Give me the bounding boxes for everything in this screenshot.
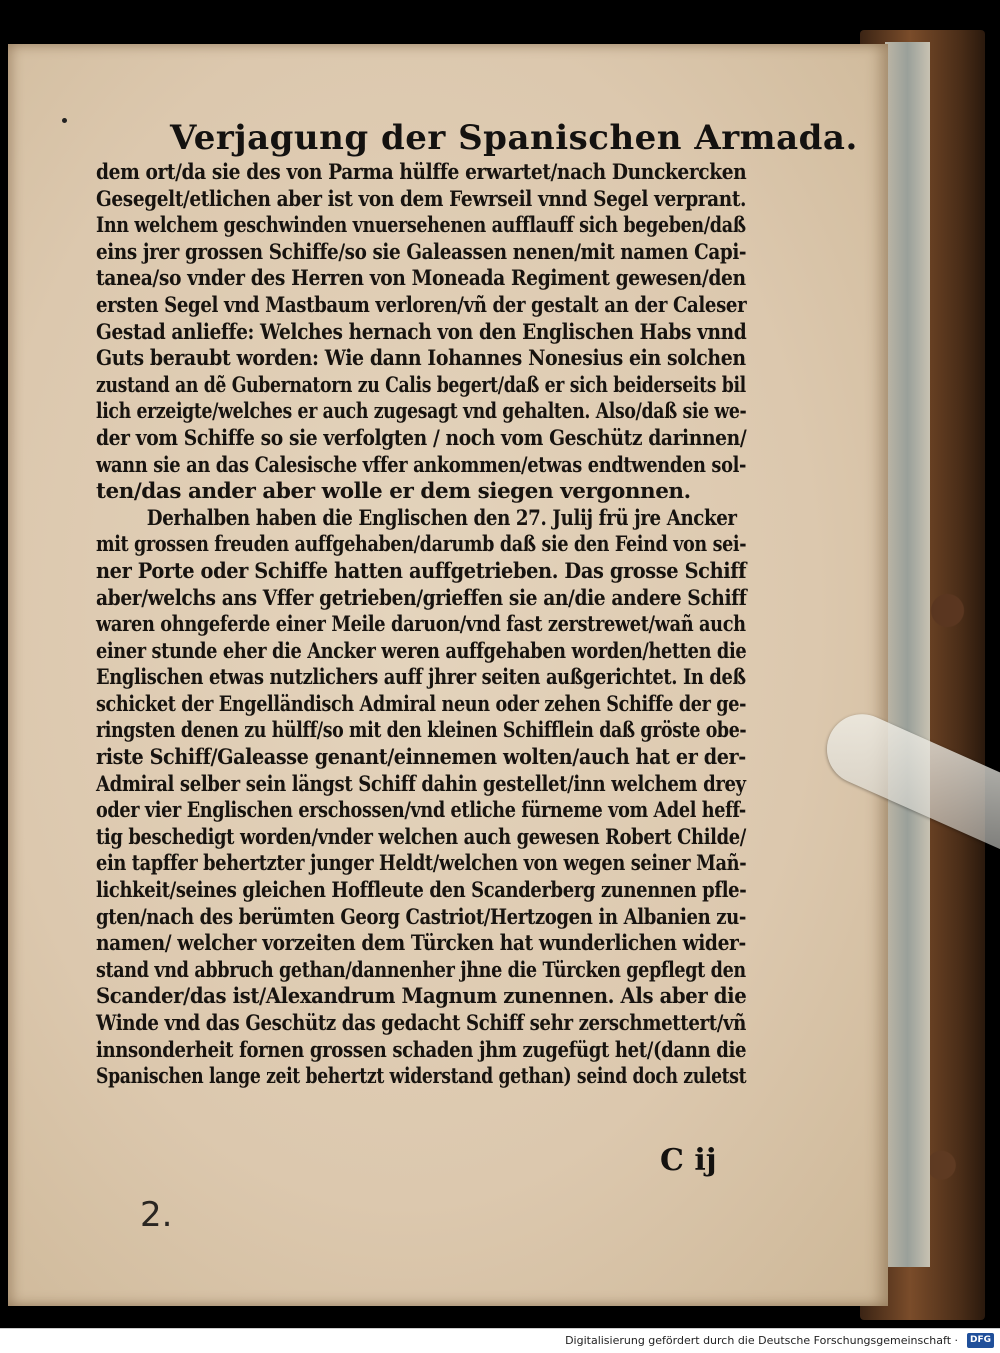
text-line: tanea/so vnder des Herren von Moneada Regiment gewesen/den [96,266,746,292]
text-line: ersten Segel vnd Mastbaum verloren/vñ der gestalt an der Caleser [96,292,747,318]
text-line: waren ohngeferde einer Meile daruon/vnd fast zerstrewet/wañ auch [96,612,746,638]
text-line: schicket der Engelländisch Admiral neun oder zehen Schiffe der ge- [96,691,747,717]
text-line: einer stunde eher die Ancker weren auffgehaben worden/hetten die [96,638,747,664]
page-header: Verjagung der Spanischen Armada. [170,118,858,158]
text-line: riste Schiff/Galeasse genant/einnemen wolten/auch hat er der- [96,745,746,771]
text-line: gten/nach des berümten Georg Castriot/Hertzogen in Albanien zu- [96,904,747,930]
text-line: Winde vnd das Geschütz das gedacht Schiff sehr zerschmettert/vñ [96,1011,746,1036]
signature-mark: C ij [660,1143,717,1178]
text-line: Gestad anlieffe: Welches hernach von den Englischen Habs vnnd [96,319,747,345]
text-line: Guts beraubt worden: Wie dann Iohannes Nonesius ein solchen [96,346,746,372]
text-line: Englischen etwas nutzlichers auff jhrer seiten außgerichtet. In deß [96,665,746,691]
text-line: wann sie an das Calesische vffer ankommen/etwas endtwenden sol- [96,452,747,478]
text-line: Inn welchem geschwinden vnuersehenen aufflauff sich begeben/daß [96,213,746,239]
text-line: Admiral selber sein längst Schiff dahin gestellet/inn welchem drey [96,771,746,797]
text-line: Gesegelt/etlichen aber ist von dem Fewrseil vnnd Segel verprant. [96,186,747,212]
text-line: tig beschedigt worden/vnder welchen auch gewesen Robert Childe/ [96,824,746,850]
text-line: innsonderheit fornen grossen schaden jhm zugefügt het/(dann die [96,1037,747,1063]
text-line: der vom Schiffe so sie verfolgten / noch vom Geschütz darinnen/ [96,425,747,451]
text-line: dem ort/da sie des von Parma hülffe erwartet/nach Dunckercken [96,160,747,185]
text-line: Spanischen lange zeit behertzt widerstand gethan) seind doch zuletst [96,1064,747,1090]
ink-speck [62,118,67,123]
text-line: Scander/das ist/Alexandrum Magnum zunennen. Als aber die [96,984,747,1010]
footer-bar [0,1328,1000,1353]
pencil-mark: 2. [140,1195,173,1235]
text-line: ner Porte oder Schiffe hatten auffgetrieben. Das grosse Schiff [96,558,747,584]
text-line: oder vier Englischen erschossen/vnd etliche fürneme vom Adel heff- [96,798,746,824]
text-line: ein tapffer behertzter junger Heldt/welchen von wegen seiner Mañ- [96,851,747,877]
dfg-logo: DFG [967,1333,994,1348]
text-line: aber/welchs ans Vffer getrieben/grieffen sie an/die andere Schiff [96,585,747,611]
text-line: Derhalben haben die Englischen den 27. Julij frü jre Ancker [146,505,737,531]
footer-text: Digitalisierung gefördert durch die Deutsche Forschungsgemeinschaft · [565,1334,958,1347]
text-line: stand vnd abbruch gethan/dannenher jhne die Türcken gepflegt den [96,957,746,983]
text-line: namen/ welcher vorzeiten dem Türcken hat wunderlichen wider- [96,931,746,957]
text-line: eins jrer grossen Schiffe/so sie Galeassen nenen/mit namen Capi- [96,239,747,265]
text-line: lichkeit/seines gleichen Hoffleute den Scanderberg zunennen pfle- [96,878,747,904]
text-line: zustand an dẽ Gubernatorn zu Calis begert/daß er sich beiderseits bil [96,372,746,398]
body-text [96,160,746,1091]
text-line: ten/das ander aber wolle er dem siegen vergonnen. [96,479,691,505]
page-edges [885,42,930,1267]
text-line: ringsten denen zu hülff/so mit den kleinen Schifflein daß gröste obe- [96,718,747,744]
text-line: mit grossen freuden auffgehaben/darumb daß sie den Feind von sei- [96,532,747,558]
text-line: lich erzeigte/welches er auch zugesagt vnd gehalten. Also/daß sie we- [96,399,747,425]
